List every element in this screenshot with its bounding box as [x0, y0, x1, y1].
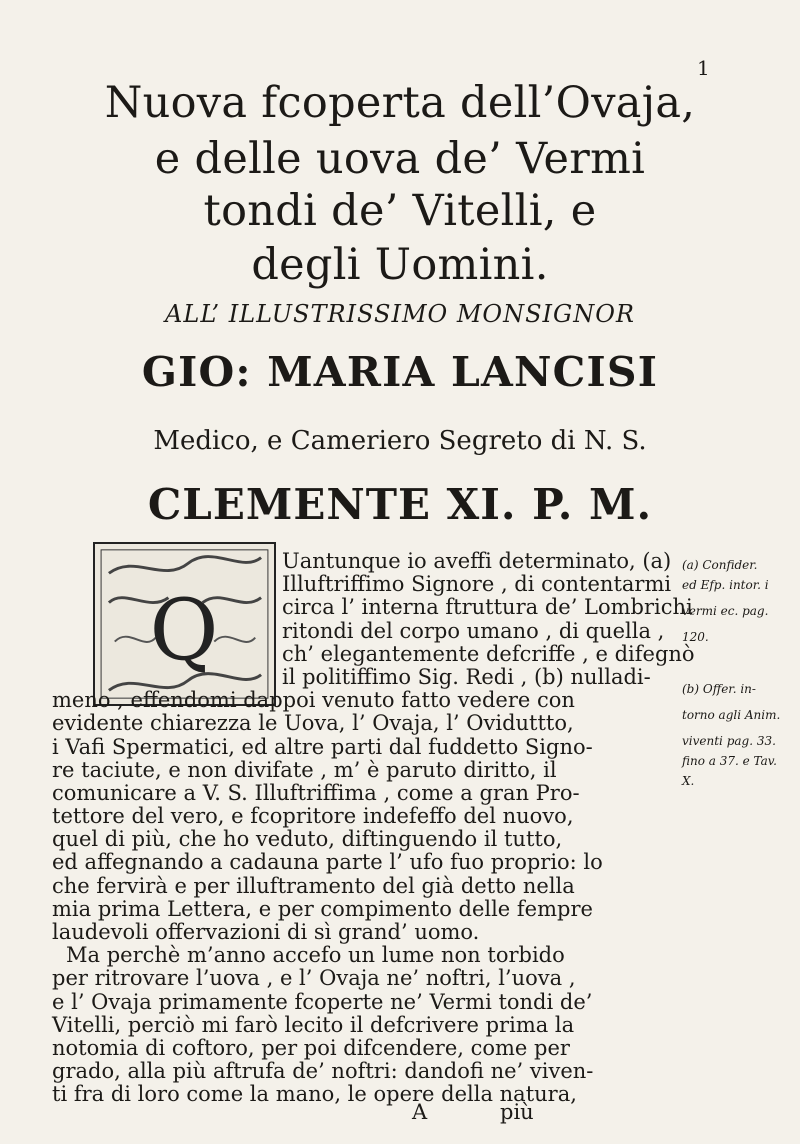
body-line: Ma perchè m’anno accefo un lume non torbido [66, 943, 565, 968]
body-line: Illuftriffimo Signore , di contentarmi [282, 572, 672, 597]
margin-note: viventi pag. 33. [682, 734, 776, 748]
body-line: circa l’ interna ftruttura de’ Lombrichi [282, 595, 693, 620]
pope-name: CLEMENTE XI. P. M. [147, 480, 653, 529]
body-line: ti fra di loro come la mano, le opere della natura, [52, 1082, 577, 1107]
body-line: i Vafi Spermatici, ed altre parti dal fuddetto Signo- [52, 734, 593, 759]
body-line: Vitelli, perciò mi farò lecito il defcrivere prima la [52, 1012, 575, 1037]
signature-mark: A [412, 1100, 428, 1125]
title-line-3: tondi de’ Vitelli, e [203, 186, 597, 236]
margin-note: fino a 37. e Tav. [682, 754, 777, 768]
body-line: per ritrovare l’uova , e l’ Ovaja ne’ noftri, l’uova , [52, 966, 576, 991]
body-line: grado, alla più aftrufa de’ noftri: dandofi ne’ viven- [52, 1059, 594, 1083]
body-line: tettore del vero, e fcopritore indefeffo del nuovo, [52, 804, 574, 828]
title-line-4: degli Uomini. [251, 240, 549, 290]
body-line: laudevoli offervazioni di sì grand’ uomo. [52, 919, 480, 944]
body-line: evidente chiarezza le Uova, l’ Ovaja, l’ Oviduttto, [52, 711, 574, 736]
margin-note: ed Efp. intor. i [682, 578, 769, 592]
body-line: che fervirà e per illuftramento del già detto nella [52, 873, 575, 898]
body-line: ch’ elegantemente defcriffe , e difegnò [282, 641, 695, 666]
margin-note: 120. [682, 630, 709, 644]
decorated-initial-q [93, 542, 276, 706]
body-line: meno , effendomi dappoi venuto fatto vedere con [52, 688, 575, 713]
margin-note: vermi ec. pag. [682, 604, 769, 618]
body-line: re taciute, e non divifate , m’ è paruto diritto, il [52, 757, 557, 782]
body-line: e l’ Ovaja primamente fcoperte ne’ Vermi tondi de’ [52, 989, 593, 1014]
page-number: 1 [697, 56, 710, 80]
body-line: quel di più, che ho veduto, diftinguendo il tutto, [52, 827, 563, 852]
title-line-1: Nuova fcoperta dell’Ovaja, [104, 78, 696, 128]
initial-letter: Q [149, 581, 219, 680]
dedication-line: ALL’ ILLUSTRISSIMO MONSIGNOR [165, 300, 635, 328]
body-line: Uantunque io aveffi determinato, (a) [282, 549, 672, 573]
body-line: comunicare a V. S. Illuftriffima , come a gran Pro- [52, 780, 580, 805]
title-line-2: e delle uova de’ Vermi [154, 134, 646, 184]
margin-note: torno agli Anim. [682, 708, 781, 722]
margin-note: (a) Confider. [682, 558, 758, 572]
catchword: più [500, 1100, 534, 1125]
addressee-role: Medico, e Cameriero Segreto di N. S. [153, 426, 647, 456]
margin-note: X. [682, 774, 695, 788]
body-line: il politiffimo Sig. Redi , (b) nulladi- [282, 664, 651, 689]
margin-note: (b) Offer. in- [682, 682, 756, 696]
body-line: mia prima Lettera, e per compimento delle fempre [52, 896, 593, 921]
body-line: notomia di coftoro, per poi difcendere, come per [52, 1035, 570, 1060]
body-line: ritondi del corpo umano , di quella , [282, 618, 665, 643]
addressee-name: GIO: MARIA LANCISI [141, 348, 659, 396]
body-line: ed affegnando a cadauna parte l’ ufo fuo proprio: lo [52, 850, 603, 875]
ornament-icon [95, 544, 274, 704]
